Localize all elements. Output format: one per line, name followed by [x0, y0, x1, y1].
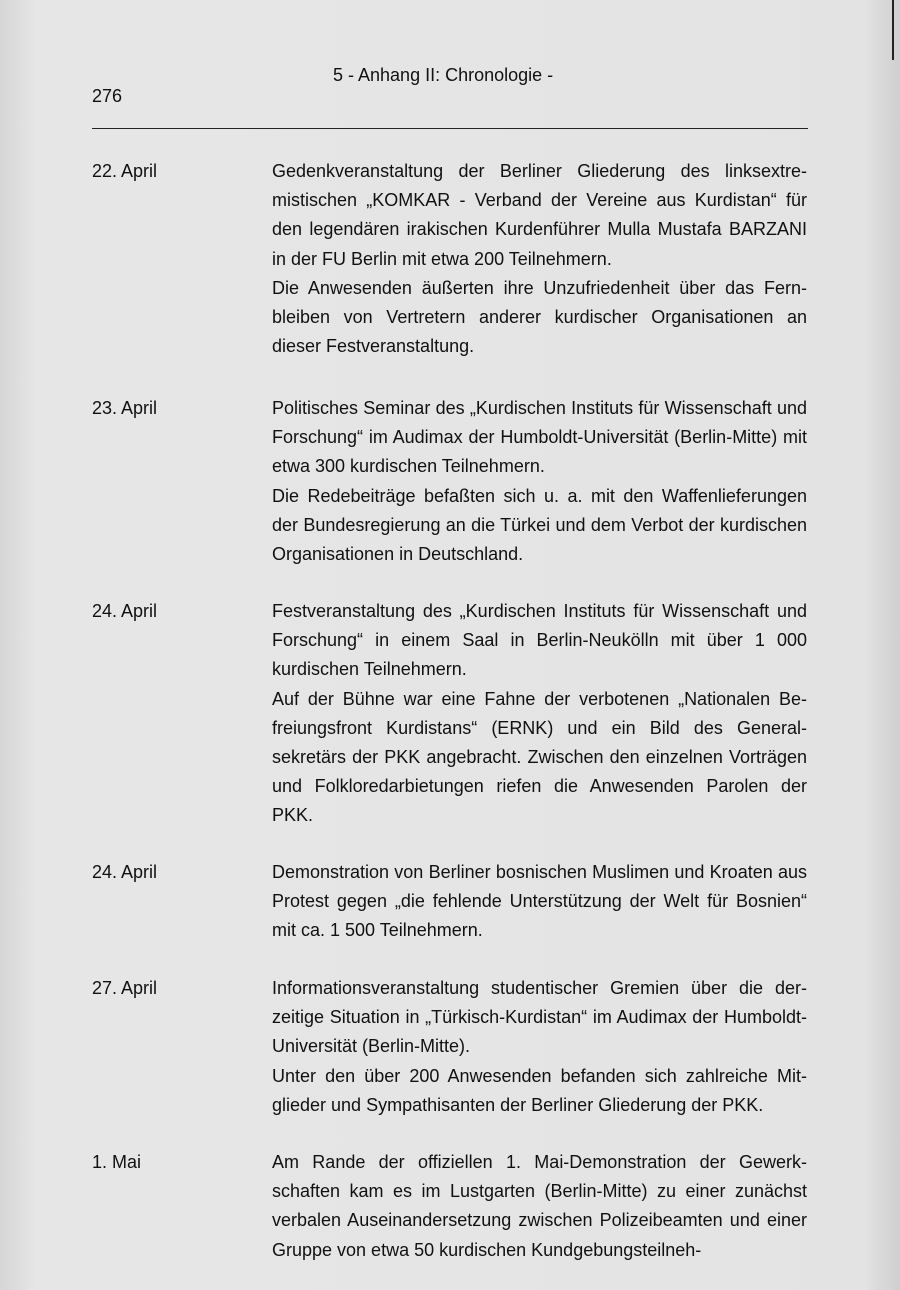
- entry-paragraph: Am Rande der offiziellen 1. Mai-Demonstration der Gewerkschaften kam es im Lustgarten (Berlin-Mitte) zu einer zunächst verbalen Auseinandersetzung zwischen Polizeibeamten und einer Gruppe von etwa 50 kurdischen Kundgebungsteilneh-: [272, 1152, 807, 1260]
- entry-paragraph: Politisches Seminar des „Kurdischen Instituts für Wissenschaft und Forschung“ im Audimax der Humboldt-Universität (Berlin-Mitte) mit etwa 300 kurdischen Teilnehmern.: [272, 398, 807, 477]
- running-header: 5 - Anhang II: Chronologie -: [333, 65, 554, 85]
- entry-text: [272, 1148, 807, 1265]
- entry-paragraph: Unter den über 200 Anwesenden befanden sich zahlreiche Mitglieder und Sympathisanten der Berliner Gliederung der PKK.: [272, 1065, 807, 1115]
- entry-date: 24. April: [92, 862, 158, 882]
- entry-paragraph: Festveranstaltung des „Kurdischen Instituts für Wissenschaft und Forschung“ in einem Saal in Berlin-Neukölln mit über 1 000 kurdischen Teilnehmern.: [272, 601, 807, 680]
- entry-text: [272, 858, 807, 946]
- entry-paragraph: Die Anwesenden äußerten ihre Unzufriedenheit über das Fernbleiben von Vertretern anderer kurdischer Organisationen an dieser Festveranstaltung.: [272, 277, 807, 357]
- entry-text: [272, 974, 807, 1120]
- entry-paragraph: Informationsveranstaltung studentischer Gremien über die derzeitige Situation in „Türkisch-Kurdistan“ im Audimax der Humboldt-Universität (Berlin-Mitte).: [272, 978, 807, 1057]
- entry-paragraph: Demonstration von Berliner bosnischen Muslimen und Kroaten aus Protest gegen „die fehlende Unterstützung der Welt für Bosnien“ mit ca. 1 500 Teilnehmern.: [272, 862, 807, 941]
- entry-text: [272, 157, 807, 361]
- entry-date: 27. April: [92, 978, 158, 998]
- entry-text: [272, 394, 807, 569]
- entry-paragraph: Auf der Bühne war eine Fahne der verbotenen „Nationalen Befreiungsfront Kurdistans“ (ERNK) und ein Bild des Generalsekretärs der PKK angebracht. Zwischen den einzelnen Vorträgen und Folkloredarbietungen riefen die Anwesenden Parolen der PKK.: [272, 688, 807, 826]
- entry-text: [272, 597, 807, 831]
- entry-date: 23. April: [92, 398, 158, 418]
- header-rule: [92, 128, 808, 129]
- scan-edge-mark: [892, 0, 894, 60]
- entry-date: 22. April: [92, 161, 158, 181]
- entry-date: 1. Mai: [92, 1152, 142, 1172]
- entry-paragraph: Die Redebeiträge befaßten sich u. a. mit den Waffenlieferungen der Bundesregierung an die Türkei und dem Verbot der kurdischen Organisationen in Deutschland.: [272, 485, 807, 565]
- entry-date: 24. April: [92, 601, 158, 621]
- page-number: 276: [92, 86, 123, 106]
- entry-paragraph: Gedenkveranstaltung der Berliner Gliederung des linksextremistischen „KOMKAR - Verband der Vereine aus Kurdistan“ für den legendären irakischen Kurdenführer Mulla Mustafa BARZANI in der FU Berlin mit etwa 200 Teilnehmern.: [272, 161, 807, 269]
